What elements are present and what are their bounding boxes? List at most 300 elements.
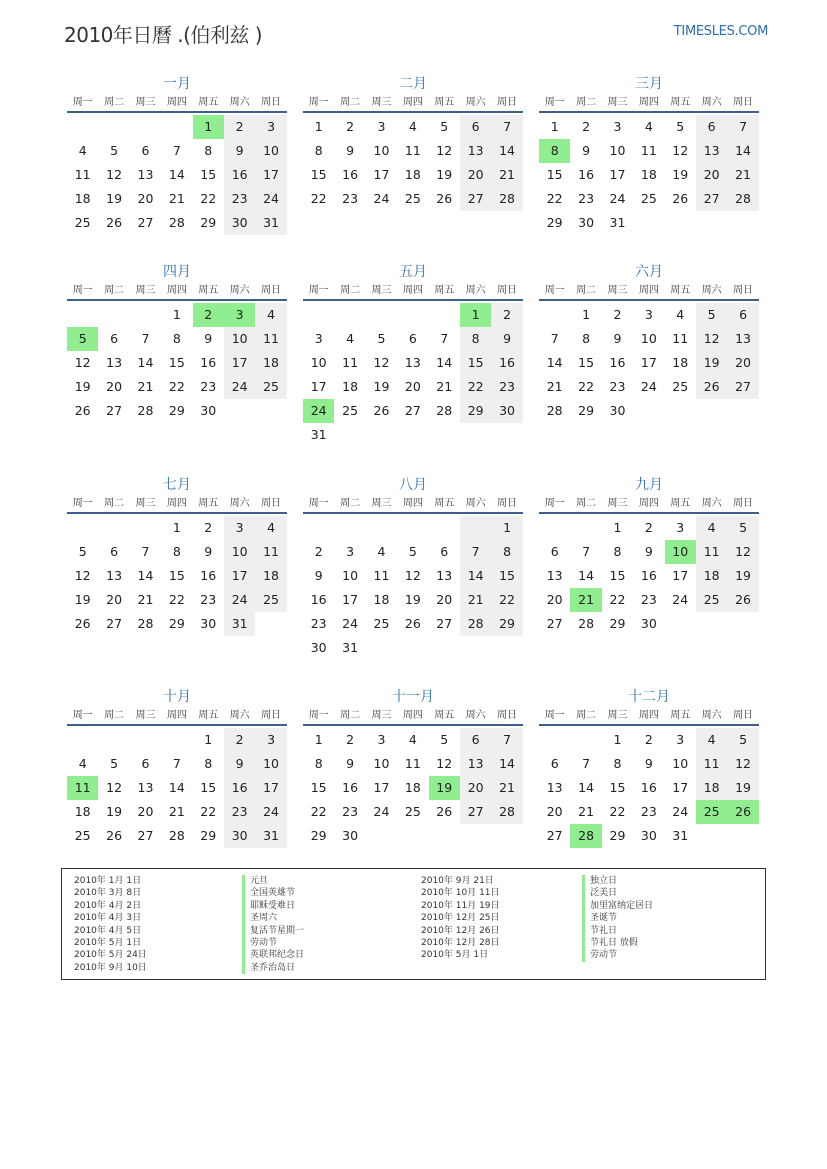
day-grid (303, 115, 523, 211)
weekday-label: 周四 (402, 710, 423, 721)
weekday-label: 周三 (371, 97, 392, 108)
holiday-name: 复活节星期一 (242, 925, 304, 937)
day-cell: 13 (546, 568, 563, 583)
day-cell: 4 (78, 143, 87, 158)
month-calendar (67, 474, 287, 636)
day-cell: 12 (106, 167, 123, 182)
weekday-label: 周六 (701, 97, 722, 108)
holiday-date: 2010年 12月 25日 (421, 913, 500, 924)
day-cell: 23 (224, 800, 255, 824)
holiday-day-cell: 3 (224, 303, 255, 327)
weekday-label: 周一 (544, 285, 565, 296)
day-cell: 6 (141, 143, 150, 158)
day-cell: 12 (436, 756, 453, 771)
day-cell: 6 (550, 756, 559, 771)
day-cell: 14 (727, 139, 758, 163)
site-brand[interactable]: TIMESLES.COM (673, 24, 768, 39)
holiday-name: 泛美日 (582, 887, 653, 899)
holiday-day-cell: 1 (460, 303, 491, 327)
day-cell: 28 (137, 403, 154, 418)
day-cell: 22 (200, 191, 217, 206)
weekday-label: 周日 (261, 710, 282, 721)
day-cell: 22 (491, 588, 522, 612)
day-cell: 16 (342, 167, 359, 182)
day-cell: 17 (373, 780, 390, 795)
day-cell: 12 (727, 540, 758, 564)
day-cell: 7 (460, 540, 491, 564)
day-cell: 24 (373, 191, 390, 206)
weekday-label: 周一 (72, 710, 93, 721)
weekday-label: 周三 (135, 97, 156, 108)
weekday-label: 周二 (576, 285, 597, 296)
day-cell: 20 (137, 804, 154, 819)
day-cell: 28 (137, 616, 154, 631)
day-cell: 4 (696, 728, 727, 752)
weekday-label: 周六 (465, 285, 486, 296)
day-cell: 11 (696, 540, 727, 564)
day-cell: 25 (255, 588, 286, 612)
day-cell: 2 (491, 303, 522, 327)
holiday-date: 2010年 4月 5日 (74, 925, 142, 936)
day-cell: 25 (74, 215, 91, 230)
weekday-label: 周一 (72, 498, 93, 509)
day-cell: 8 (314, 756, 323, 771)
day-cell: 13 (106, 355, 123, 370)
day-cell: 18 (696, 564, 727, 588)
day-cell: 6 (110, 544, 119, 559)
weekday-header (539, 496, 759, 514)
holiday-day-cell: 19 (429, 776, 460, 800)
day-cell: 28 (460, 612, 491, 636)
holiday-name: 节礼日 (582, 925, 653, 937)
day-cell: 26 (696, 375, 727, 399)
holiday-day-cell: 8 (539, 139, 570, 163)
day-cell: 11 (255, 327, 286, 351)
holiday-name: 元旦 (242, 875, 304, 887)
day-cell: 2 (224, 728, 255, 752)
day-cell: 25 (74, 828, 91, 843)
day-cell: 5 (440, 732, 449, 747)
day-cell: 1 (172, 520, 181, 535)
day-cell: 1 (582, 307, 591, 322)
weekday-label: 周六 (701, 710, 722, 721)
day-cell: 28 (546, 403, 563, 418)
day-cell: 31 (255, 211, 286, 235)
weekday-label: 周五 (670, 97, 691, 108)
day-cell: 13 (404, 355, 421, 370)
empty-cell (130, 516, 161, 540)
day-cell: 26 (672, 191, 689, 206)
day-cell: 2 (613, 307, 622, 322)
day-cell: 18 (373, 592, 390, 607)
weekday-label: 周五 (434, 710, 455, 721)
day-cell: 14 (491, 139, 522, 163)
day-cell: 19 (373, 379, 390, 394)
day-cell: 22 (609, 592, 626, 607)
empty-cell (67, 115, 98, 139)
weekday-label: 周二 (576, 498, 597, 509)
day-cell: 14 (436, 355, 453, 370)
day-cell: 7 (440, 331, 449, 346)
weekday-label: 周四 (166, 97, 187, 108)
day-cell: 14 (168, 167, 185, 182)
day-cell: 14 (137, 355, 154, 370)
day-cell: 17 (255, 776, 286, 800)
holiday-day-cell: 26 (727, 800, 758, 824)
day-cell: 22 (460, 375, 491, 399)
day-cell: 1 (613, 732, 622, 747)
weekday-label: 周日 (733, 97, 754, 108)
day-cell: 7 (172, 143, 181, 158)
day-cell: 26 (404, 616, 421, 631)
weekday-label: 周三 (135, 498, 156, 509)
day-cell: 8 (491, 540, 522, 564)
empty-cell (366, 303, 397, 327)
holiday-name: 加里富纳定居日 (582, 900, 653, 912)
month-calendar (67, 686, 287, 848)
month-name: 三月 (635, 76, 663, 92)
day-cell: 3 (346, 544, 355, 559)
day-cell: 23 (640, 804, 657, 819)
day-cell: 6 (550, 544, 559, 559)
day-cell: 23 (578, 191, 595, 206)
day-cell: 9 (582, 143, 591, 158)
day-grid (539, 115, 759, 235)
weekday-label: 周五 (198, 498, 219, 509)
weekday-label: 周一 (72, 97, 93, 108)
day-cell: 4 (78, 756, 87, 771)
day-grid (539, 516, 759, 636)
holiday-day-cell: 11 (67, 776, 98, 800)
day-cell: 18 (74, 804, 91, 819)
weekday-label: 周五 (670, 285, 691, 296)
empty-cell (397, 303, 428, 327)
day-cell: 22 (310, 191, 327, 206)
day-cell: 15 (310, 167, 327, 182)
weekday-label: 周六 (229, 498, 250, 509)
day-cell: 19 (74, 592, 91, 607)
day-cell: 16 (491, 351, 522, 375)
holiday-name: 圣诞节 (582, 912, 653, 924)
empty-cell (570, 516, 601, 540)
day-cell: 23 (609, 379, 626, 394)
weekday-label: 周一 (308, 285, 329, 296)
day-cell: 8 (613, 756, 622, 771)
day-cell: 29 (200, 828, 217, 843)
holiday-name: 劳动节 (242, 937, 304, 949)
day-cell: 26 (436, 191, 453, 206)
day-cell: 9 (204, 331, 213, 346)
day-cell: 11 (404, 756, 421, 771)
weekday-label: 周日 (261, 97, 282, 108)
day-cell: 27 (137, 828, 154, 843)
weekday-label: 周一 (544, 97, 565, 108)
weekday-label: 周三 (371, 710, 392, 721)
day-cell: 21 (491, 776, 522, 800)
day-cell: 25 (672, 379, 689, 394)
weekday-label: 周日 (261, 498, 282, 509)
day-grid (67, 115, 287, 235)
day-cell: 21 (168, 191, 185, 206)
month-calendar (303, 73, 523, 211)
day-cell: 23 (342, 191, 359, 206)
day-cell: 3 (613, 119, 622, 134)
month-calendar (539, 73, 759, 235)
day-cell: 1 (314, 732, 323, 747)
day-cell: 28 (727, 187, 758, 211)
day-cell: 8 (314, 143, 323, 158)
day-cell: 7 (172, 756, 181, 771)
day-grid (67, 303, 287, 423)
day-cell: 10 (255, 139, 286, 163)
day-grid (303, 728, 523, 848)
weekday-header (539, 708, 759, 726)
weekday-header (67, 283, 287, 301)
holiday-dates-column (74, 875, 147, 974)
weekday-label: 周二 (104, 498, 125, 509)
day-cell: 16 (200, 355, 217, 370)
day-cell: 22 (609, 804, 626, 819)
month-name: 五月 (399, 264, 427, 280)
day-cell: 17 (640, 355, 657, 370)
day-cell: 6 (727, 303, 758, 327)
holiday-date: 2010年 3月 8日 (74, 888, 142, 899)
empty-cell (130, 728, 161, 752)
day-cell: 17 (224, 351, 255, 375)
day-cell: 10 (373, 756, 390, 771)
day-cell: 14 (460, 564, 491, 588)
day-grid (303, 516, 523, 660)
day-cell: 10 (310, 355, 327, 370)
weekday-label: 周四 (402, 498, 423, 509)
weekday-label: 周二 (576, 710, 597, 721)
weekday-label: 周日 (497, 710, 518, 721)
day-cell: 21 (460, 588, 491, 612)
day-cell: 3 (255, 728, 286, 752)
weekday-label: 周四 (638, 97, 659, 108)
day-cell: 19 (74, 379, 91, 394)
day-cell: 20 (546, 592, 563, 607)
day-cell: 15 (200, 167, 217, 182)
day-cell: 5 (727, 728, 758, 752)
day-cell: 16 (640, 780, 657, 795)
day-cell: 9 (314, 568, 323, 583)
day-cell: 14 (491, 752, 522, 776)
day-cell: 18 (696, 776, 727, 800)
holiday-date: 2010年 9月 10日 (74, 962, 147, 973)
holiday-date: 2010年 5月 24日 (74, 950, 147, 961)
day-cell: 7 (550, 331, 559, 346)
holiday-name: 劳动节 (582, 949, 653, 961)
day-cell: 8 (172, 331, 181, 346)
day-cell: 24 (640, 379, 657, 394)
empty-cell (161, 115, 192, 139)
day-cell: 10 (640, 331, 657, 346)
day-cell: 13 (460, 139, 491, 163)
day-cell: 18 (640, 167, 657, 182)
day-cell: 11 (696, 752, 727, 776)
month-name: 六月 (635, 264, 663, 280)
day-cell: 27 (137, 215, 154, 230)
holiday-name: 节礼日 放假 (582, 937, 653, 949)
day-cell: 20 (546, 804, 563, 819)
day-cell: 31 (609, 215, 626, 230)
weekday-label: 周六 (229, 97, 250, 108)
day-cell: 20 (460, 776, 491, 800)
weekday-header (303, 95, 523, 113)
day-cell: 31 (342, 640, 359, 655)
holiday-name: 耶稣受难日 (242, 900, 304, 912)
empty-cell (570, 728, 601, 752)
day-cell: 1 (204, 732, 213, 747)
weekday-label: 周六 (465, 498, 486, 509)
day-cell: 29 (310, 828, 327, 843)
day-cell: 2 (314, 544, 323, 559)
day-cell: 23 (200, 379, 217, 394)
day-cell: 12 (436, 143, 453, 158)
day-cell: 19 (436, 167, 453, 182)
page-title: 2010年日曆 .(伯利兹 ) (64, 23, 263, 47)
day-cell: 12 (74, 568, 91, 583)
weekday-label: 周三 (607, 710, 628, 721)
day-cell: 6 (440, 544, 449, 559)
empty-cell (130, 115, 161, 139)
day-cell: 5 (110, 756, 119, 771)
day-cell: 4 (255, 303, 286, 327)
day-cell: 13 (696, 139, 727, 163)
weekday-label: 周五 (434, 498, 455, 509)
holiday-day-cell: 25 (696, 800, 727, 824)
day-cell: 3 (676, 520, 685, 535)
day-cell: 4 (696, 516, 727, 540)
day-cell: 11 (373, 568, 390, 583)
holiday-date: 2010年 12月 26日 (421, 925, 500, 936)
day-cell: 30 (578, 215, 595, 230)
weekday-header (303, 283, 523, 301)
day-cell: 13 (546, 780, 563, 795)
day-cell: 24 (255, 187, 286, 211)
weekday-label: 周六 (465, 97, 486, 108)
day-cell: 25 (404, 191, 421, 206)
day-cell: 19 (696, 351, 727, 375)
day-cell: 23 (310, 616, 327, 631)
weekday-label: 周日 (261, 285, 282, 296)
day-cell: 26 (106, 215, 123, 230)
month-name: 十二月 (628, 689, 670, 705)
day-cell: 4 (408, 119, 417, 134)
day-cell: 21 (436, 379, 453, 394)
day-cell: 25 (404, 804, 421, 819)
weekday-label: 周三 (135, 285, 156, 296)
day-cell: 16 (578, 167, 595, 182)
day-cell: 2 (204, 520, 213, 535)
day-cell: 26 (436, 804, 453, 819)
day-cell: 8 (204, 143, 213, 158)
holiday-day-cell: 24 (303, 399, 334, 423)
day-cell: 1 (172, 307, 181, 322)
empty-cell (67, 303, 98, 327)
empty-cell (303, 303, 334, 327)
day-cell: 30 (200, 403, 217, 418)
holiday-date: 2010年 11月 19日 (421, 900, 500, 911)
empty-cell (98, 303, 129, 327)
day-cell: 29 (168, 616, 185, 631)
day-cell: 20 (106, 592, 123, 607)
day-cell: 13 (137, 780, 154, 795)
day-cell: 7 (141, 331, 150, 346)
empty-cell (429, 516, 460, 540)
day-cell: 5 (408, 544, 417, 559)
day-cell: 22 (168, 592, 185, 607)
weekday-label: 周日 (733, 285, 754, 296)
weekday-label: 周一 (544, 498, 565, 509)
weekday-label: 周五 (434, 97, 455, 108)
day-cell: 11 (255, 540, 286, 564)
day-cell: 6 (141, 756, 150, 771)
day-cell: 6 (696, 115, 727, 139)
day-cell: 10 (224, 540, 255, 564)
empty-cell (98, 516, 129, 540)
day-cell: 6 (460, 728, 491, 752)
day-cell: 26 (727, 588, 758, 612)
month-calendar (67, 261, 287, 423)
day-cell: 27 (546, 616, 563, 631)
day-cell: 5 (696, 303, 727, 327)
day-cell: 1 (491, 516, 522, 540)
day-cell: 3 (377, 732, 386, 747)
day-cell: 28 (578, 616, 595, 631)
day-cell: 30 (640, 616, 657, 631)
weekday-label: 周五 (198, 285, 219, 296)
day-cell: 6 (110, 331, 119, 346)
weekday-label: 周四 (166, 710, 187, 721)
day-cell: 29 (609, 616, 626, 631)
day-cell: 10 (373, 143, 390, 158)
day-cell: 4 (255, 516, 286, 540)
holiday-names-column (242, 875, 304, 974)
day-cell: 10 (342, 568, 359, 583)
day-cell: 27 (696, 187, 727, 211)
weekday-label: 周二 (340, 97, 361, 108)
month-name: 一月 (163, 76, 191, 92)
day-cell: 21 (137, 592, 154, 607)
day-cell: 18 (342, 379, 359, 394)
empty-cell (429, 303, 460, 327)
day-cell: 22 (546, 191, 563, 206)
weekday-label: 周日 (497, 97, 518, 108)
weekday-label: 周日 (497, 285, 518, 296)
day-cell: 17 (224, 564, 255, 588)
day-cell: 21 (168, 804, 185, 819)
day-cell: 12 (74, 355, 91, 370)
empty-cell (539, 728, 570, 752)
day-cell: 27 (106, 403, 123, 418)
day-cell: 10 (609, 143, 626, 158)
day-cell: 25 (342, 403, 359, 418)
day-cell: 23 (640, 592, 657, 607)
day-cell: 12 (672, 143, 689, 158)
day-cell: 7 (491, 728, 522, 752)
holiday-day-cell: 2 (193, 303, 224, 327)
empty-cell (366, 516, 397, 540)
empty-cell (539, 303, 570, 327)
day-cell: 23 (200, 592, 217, 607)
holiday-date: 2010年 5月 1日 (421, 950, 489, 961)
day-cell: 7 (582, 756, 591, 771)
day-cell: 16 (224, 163, 255, 187)
day-cell: 27 (436, 616, 453, 631)
day-cell: 29 (546, 215, 563, 230)
